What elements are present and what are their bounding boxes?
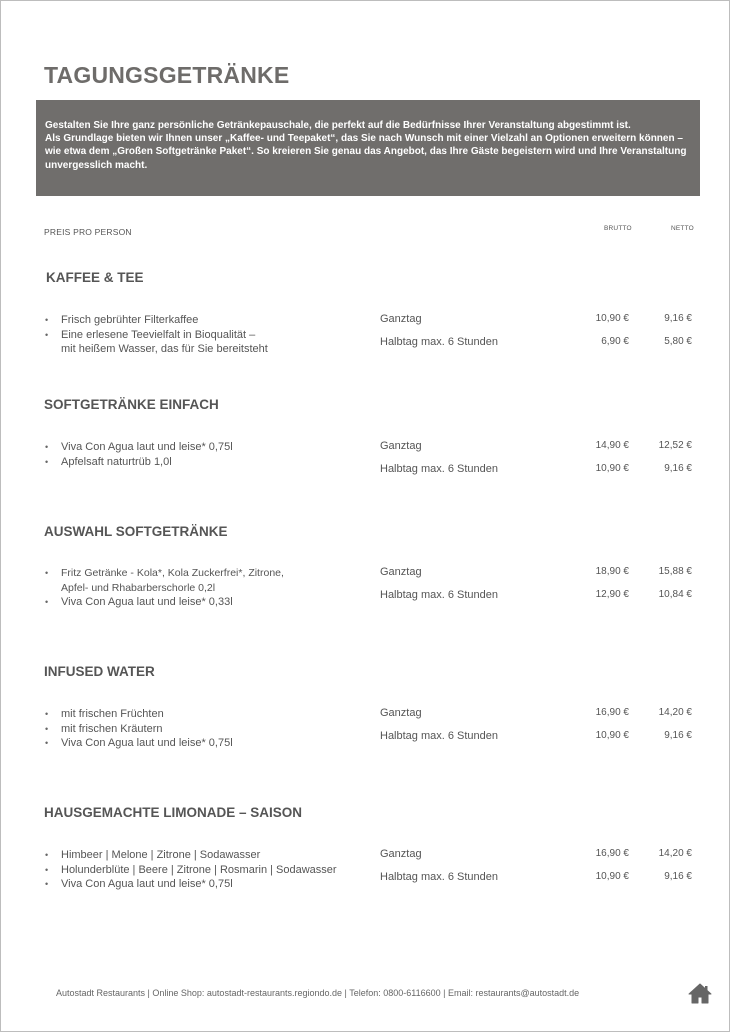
section-items-softgetraenke-einfach [45,440,365,469]
price-label: Ganztag [380,848,422,860]
price-netto: 12,52 € [658,440,692,451]
list-item: • Viva Con Agua laut und leise* 0,75l [45,877,375,892]
price-row-ganztag [380,848,693,864]
section-title-auswahl-softgetraenke: AUSWAHL SOFTGETRÄNKE [44,524,228,539]
footer-contact: Autostadt Restaurants | Online Shop: autostadt-restaurants.regiondo.de | Telefon: 0800-6116600 | Email: restaurants@autostadt.de [56,988,580,998]
list-item: • Himbeer | Melone | Zitrone | Sodawasser [45,848,375,863]
section-title-kaffee-tee: KAFFEE & TEE [46,270,144,285]
price-row-ganztag [380,566,693,582]
list-item: • Frisch gebrühter Filterkaffee [45,313,365,328]
price-netto: 9,16 € [664,871,692,882]
price-brutto: 10,90 € [595,313,629,324]
list-item: • Viva Con Agua laut und leise* 0,75l [45,440,365,455]
price-row-halbtag [380,336,693,352]
section-title-softgetraenke-einfach: SOFTGETRÄNKE EINFACH [44,397,219,412]
price-netto: 14,20 € [658,707,692,718]
page-title: TAGUNGSGETRÄNKE [44,62,290,88]
price-brutto: 10,90 € [595,871,629,882]
section-items-auswahl-softgetraenke [45,566,365,610]
price-brutto: 10,90 € [595,463,629,474]
price-brutto: 16,90 € [595,707,629,718]
section-items-infused-water [45,707,365,751]
price-per-person-label: PREIS PRO PERSON [44,227,132,237]
price-label: Ganztag [380,566,422,578]
price-row-halbtag [380,871,693,887]
section-items-hausgemachte-limonade [45,848,375,892]
price-label: Halbtag max. 6 Stunden [380,730,499,742]
price-netto: 14,20 € [658,848,692,859]
list-item: • Eine erlesene Teevielfalt in Bioqualität – mit heißem Wasser, das für Sie bereitsteht [45,328,365,357]
price-brutto: 6,90 € [601,336,629,347]
price-netto: 15,88 € [658,566,692,577]
intro-line: Als Grundlage bieten wir Ihnen unser „Kaffee- und Teepaket“, das Sie nach Wunsch mit einer Vielzahl an Optionen erweitern können – [45,133,683,145]
netto-header: NETTO [671,225,694,232]
price-brutto: 18,90 € [595,566,629,577]
list-item: • Apfelsaft naturtrüb 1,0l [45,455,365,470]
section-title-infused-water: INFUSED WATER [44,664,155,679]
list-item: • Viva Con Agua laut und leise* 0,33l [45,595,365,610]
price-row-halbtag [380,589,693,605]
price-netto: 9,16 € [664,463,692,474]
intro-line: unvergesslich macht. [45,159,148,171]
price-row-halbtag [380,463,693,479]
price-row-ganztag [380,707,693,723]
price-label: Ganztag [380,707,422,719]
price-row-ganztag [380,313,693,329]
price-netto: 9,16 € [664,313,692,324]
price-brutto: 14,90 € [595,440,629,451]
intro-box [36,100,700,196]
price-netto: 5,80 € [664,336,692,347]
list-item: • Viva Con Agua laut und leise* 0,75l [45,736,365,751]
price-brutto: 10,90 € [595,730,629,741]
price-netto: 10,84 € [658,589,692,600]
section-items-kaffee-tee [45,313,365,357]
list-item: • mit frischen Kräutern [45,722,365,737]
intro-line: Gestalten Sie Ihre ganz persönliche Getränkepauschale, die perfekt auf die Bedürfnisse Ihrer Veranstaltung abgestimmt ist. [45,120,631,131]
home-icon[interactable] [688,983,712,1004]
list-item: • mit frischen Früchten [45,707,365,722]
brutto-header: BRUTTO [604,225,632,232]
intro-line: wie etwa dem „Großen Softgetränke Paket“. So kreieren Sie genau das Angebot, das Ihre Gäste begeistern wird und Ihre Veranstaltung [45,146,687,158]
price-netto: 9,16 € [664,730,692,741]
price-brutto: 12,90 € [595,589,629,600]
section-title-hausgemachte-limonade: HAUSGEMACHTE LIMONADE – SAISON [44,805,303,820]
price-brutto: 16,90 € [595,848,629,859]
list-item: • Holunderblüte | Beere | Zitrone | Rosmarin | Sodawasser [45,863,375,878]
price-row-halbtag [380,730,693,746]
price-label: Halbtag max. 6 Stunden [380,463,499,475]
list-item: • Fritz Getränke - Kola*, Kola Zuckerfrei*, Zitrone, Apfel- und Rhabarberschorle 0,2l [45,566,365,595]
price-row-ganztag [380,440,693,456]
price-label: Ganztag [380,313,422,325]
price-label: Halbtag max. 6 Stunden [380,589,499,601]
price-label: Ganztag [380,440,422,452]
price-label: Halbtag max. 6 Stunden [380,336,499,348]
price-label: Halbtag max. 6 Stunden [380,871,499,883]
